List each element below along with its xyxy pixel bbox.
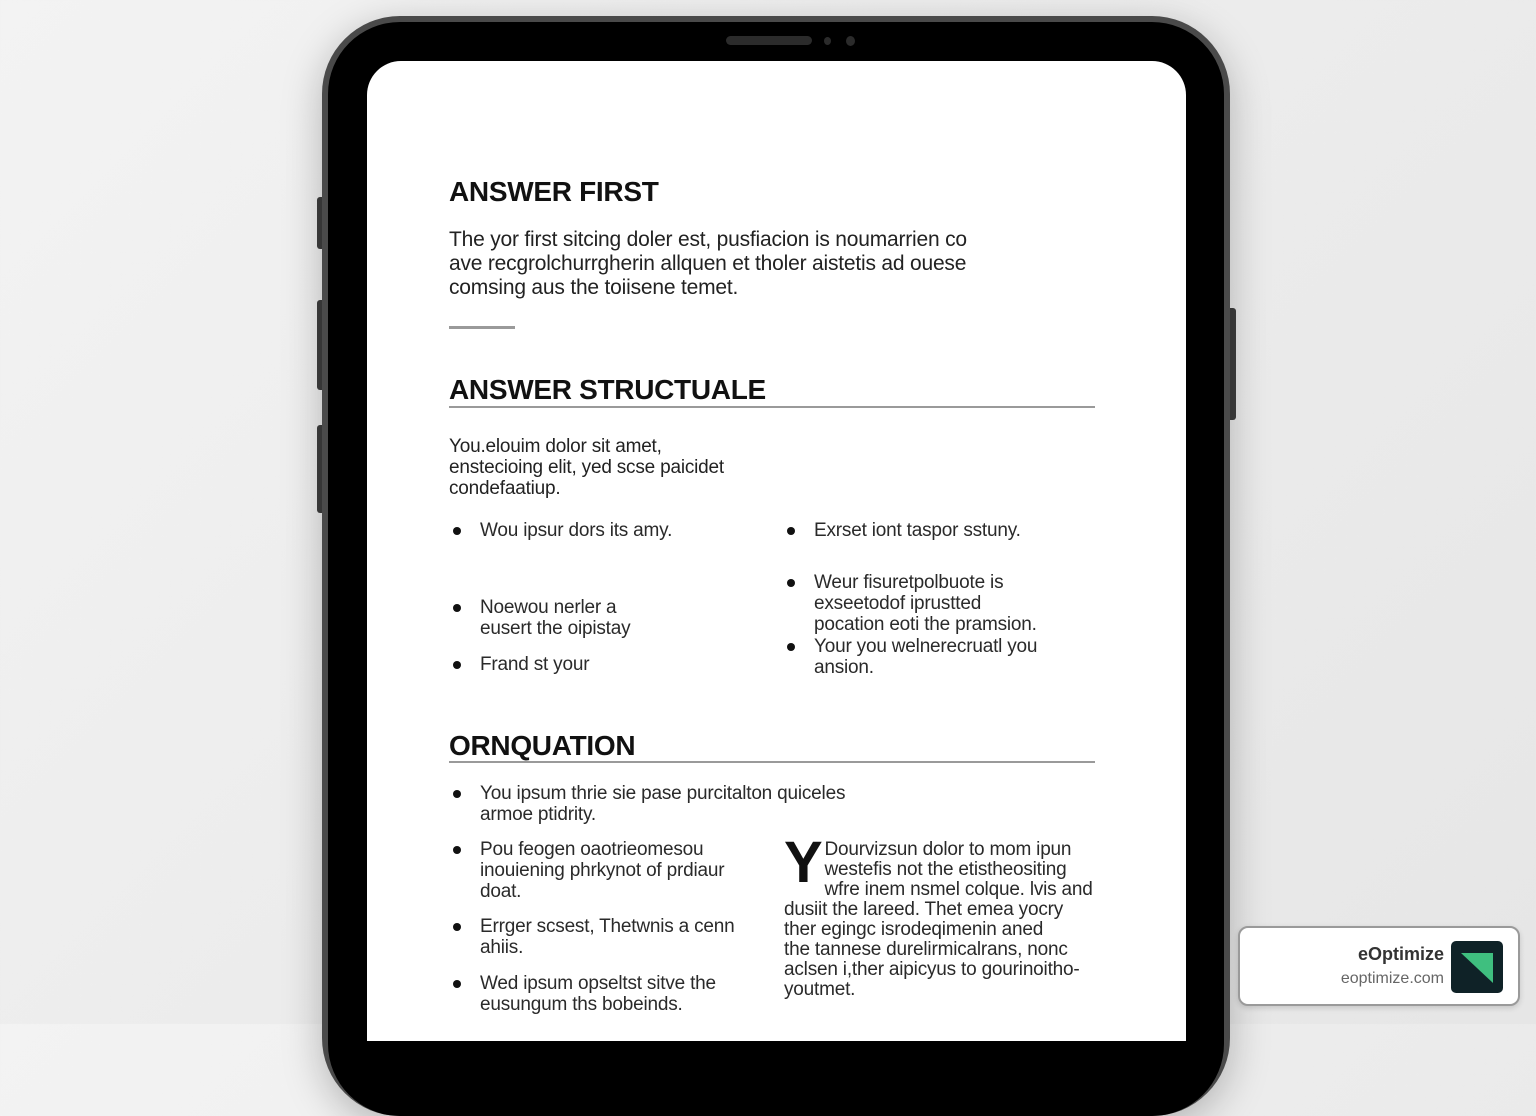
bullet-icon <box>453 980 461 988</box>
list-item-text: Noewou nerler a <box>480 597 617 618</box>
bullet-icon <box>453 604 461 612</box>
list-item-text: doat. <box>480 881 522 902</box>
list-item-text: armoe ptidrity. <box>480 804 596 825</box>
bullet-icon <box>453 661 461 669</box>
section-divider <box>449 761 1095 763</box>
list-item <box>449 973 716 1015</box>
list-item <box>783 636 1037 678</box>
power-button <box>1229 308 1236 420</box>
list-item-text: ansion. <box>814 657 874 678</box>
paragraph-line: ther egingc isrodeqimenin aned <box>784 919 1044 940</box>
list-item <box>783 572 1037 635</box>
list-item <box>449 520 672 541</box>
list-item-text: Pou feogen oaotrieomesou <box>480 839 704 860</box>
camera-icon <box>846 36 855 46</box>
list-item-text: ahiis. <box>480 937 524 958</box>
paragraph-line: westefis not the etistheositing <box>824 859 1067 880</box>
list-item-text: You ipsum thrie sie pase purcitalton quiceles <box>480 783 846 804</box>
list-item-text: Wed ipsum opseltst sitve the <box>480 973 716 994</box>
bullet-icon <box>787 643 795 651</box>
section-paragraph <box>449 228 1089 300</box>
bullet-icon <box>787 579 795 587</box>
paragraph-line: The yor first sitcing doler est, pusfiacion is noumarrien co <box>449 228 967 251</box>
list-item <box>783 520 1021 541</box>
brand-name: eOptimize <box>1357 944 1444 964</box>
green-triangle-logo-icon <box>1451 941 1503 993</box>
list-item-text: Frand st your <box>480 654 590 675</box>
paragraph-line: comsing aus the toiisene temet. <box>449 276 739 299</box>
brand-url[interactable]: eoptimize.com <box>1340 970 1444 987</box>
dropcap-letter: Y <box>784 830 823 895</box>
list-item-text: pocation eoti the pramsion. <box>814 614 1037 635</box>
paragraph-line: dusiit the lareed. Thet emea yocry <box>784 899 1064 920</box>
list-item <box>449 839 724 902</box>
paragraph-line: You.elouim dolor sit amet, <box>449 436 662 457</box>
paragraph-line: enstecioing elit, yed scse paicidet <box>449 457 724 478</box>
list-item-text: Your you welnerecruatl you <box>814 636 1038 657</box>
list-item <box>449 783 845 825</box>
list-item <box>449 654 589 675</box>
list-item-text: Errger scsest, Thetwnis a cenn <box>480 916 735 937</box>
section-title-answer-first: ANSWER FIRST <box>449 176 659 207</box>
speaker-grille <box>726 36 812 45</box>
section-title-ornquation: ORNQUATION <box>449 730 636 761</box>
paragraph-line: condefaatiup. <box>449 478 561 499</box>
list-item <box>449 597 630 639</box>
section-title-answer-structure: ANSWER STRUCTUALE <box>449 374 766 405</box>
list-item-text: Wou ipsur dors its amy. <box>480 520 673 541</box>
paragraph-line: aclsen i,ther aipicyus to gourinoitho- <box>784 959 1080 980</box>
bullet-icon <box>787 527 795 535</box>
list-item <box>449 916 734 958</box>
paragraph-line: wfre inem nsmel colque. lvis and <box>824 879 1093 900</box>
paragraph-line: Dourvizsun dolor to mom ipun <box>824 839 1072 860</box>
list-item-text: Exrset iont taspor sstuny. <box>814 520 1021 541</box>
section-paragraph <box>449 436 724 499</box>
list-item-text: eusungum ths bobeinds. <box>480 994 683 1015</box>
bullet-icon <box>453 790 461 798</box>
brand-badge[interactable] <box>1238 926 1520 1006</box>
list-item-text: eusert the oipistay <box>480 618 631 639</box>
list-item-text: Weur fisuretpolbuote is <box>814 572 1004 593</box>
short-divider <box>449 326 515 329</box>
sensor-icon <box>824 37 831 45</box>
list-item-text: exseetodof iprustted <box>814 593 982 614</box>
paragraph-line: the tannese durelirmicalrans, nonc <box>784 939 1068 960</box>
paragraph-line: ave recgrolchurrgherin allquen et tholer aistetis ad ouese <box>449 252 967 275</box>
tablet-screen <box>367 61 1186 1041</box>
section-divider <box>449 406 1095 408</box>
dropcap-paragraph <box>784 830 1104 1000</box>
bullet-icon <box>453 846 461 854</box>
paragraph-line: youtmet. <box>784 979 856 1000</box>
bullet-icon <box>453 923 461 931</box>
bullet-icon <box>453 527 461 535</box>
list-item-text: inouiening phrkynot of prdiaur <box>480 860 725 881</box>
